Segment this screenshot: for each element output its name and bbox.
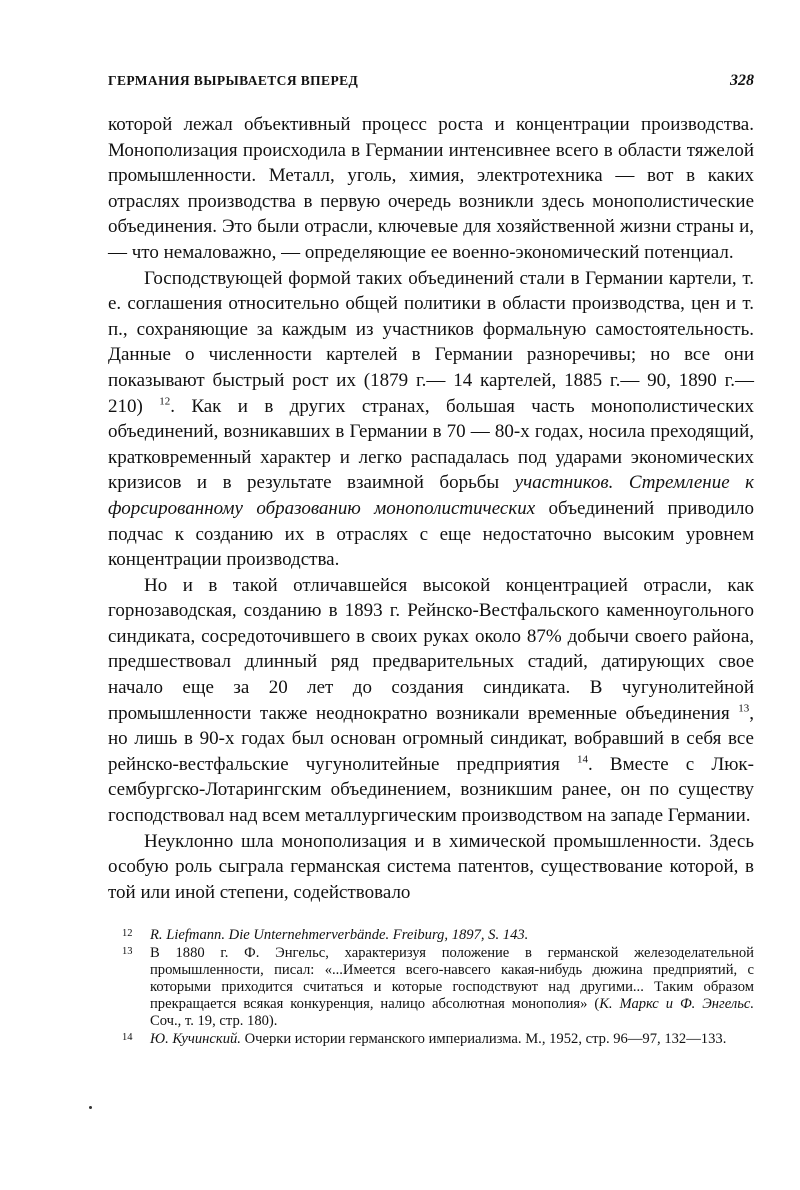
paragraph-2	[108, 266, 754, 573]
page-number: 328	[730, 72, 754, 89]
paragraph-2-end: объединений приводило подчас к созданию их в отраслях с еще недостаточно высоким уровнем концентрации производства.	[108, 497, 754, 571]
footnote-mark: 13	[122, 945, 133, 957]
footnote-mark: 14	[122, 1031, 133, 1043]
footnotes	[108, 927, 754, 1047]
footnote-text: Очерки истории германского империализма. М., 1952, стр. 96—97, 132—133.	[244, 1030, 727, 1047]
footnote-ref-14[interactable]: 14	[577, 753, 589, 766]
paragraph-3	[108, 573, 754, 829]
footnote-mark: 12	[122, 928, 133, 940]
footnote-ref-13[interactable]: 13	[738, 702, 750, 715]
paragraph-3-end: . Вместе с Люксембургско-Лотарингским объединением, возникшим ранее, он по существу господствовал над всем металлургическим производством на западе Германии.	[108, 753, 754, 827]
book-page	[108, 72, 754, 1048]
paragraph-2-text: Господствующей формой таких объединений стали в Германии картели, т. е. соглашения относительно общей политики в области производства, цен и т. п., сохраняющие за каждым из участников формальную самостоятельность. Данные о численности картелей в Германии разноречивы; но все они показывают быстрый рост их (1879 г.— 14 картелей, 1885 г.— 90, 1890 г.— 210)	[108, 267, 754, 417]
footnote-author: Ю. Кучинский.	[150, 1030, 241, 1047]
footnote-13	[122, 945, 754, 1031]
footnote-text: Die Unternehmerverbände. Freiburg, 1897, S. 143.	[228, 927, 529, 944]
main-text	[108, 112, 754, 905]
footnote-14	[122, 1031, 754, 1048]
footnote-ref-12[interactable]: 12	[159, 395, 171, 408]
footnote-text: В 1880 г. Ф. Энгельс, характеризуя положение в германской железоделательной промышленности, писал: «...Имеется всего-навсего какая-нибудь дюжина предприятий, с которыми приходится считаться и которые господствуют над другими... Таким образом прекращается всякая конкуренция, налицо абсолютная монополия» (	[150, 944, 754, 1013]
paragraph-3-text: Но и в такой отличавшейся высокой концентрацией отрасли, как горнозаводская, созданию в 1893 г. Рейнско-Вестфальского каменноугольного синдиката, сосредоточившего в своих руках около 87% добычи своего района, предшествовал длинный ряд предварительных стадий, датирующих свое начало еще за 20 лет до создания синдиката. В чугунолитейной промышленности также неоднократно возникали временные объединения	[108, 574, 754, 724]
footnote-authors: К. Маркс и Ф. Энгельс.	[599, 996, 754, 1013]
running-title: ГЕРМАНИЯ ВЫРЫВАЕТСЯ ВПЕРЕД	[108, 73, 359, 88]
running-header	[108, 72, 754, 98]
footnote-author: R. Liefmann.	[150, 927, 225, 944]
paragraph-2-italic: участников. Стремление к форсированному образованию монополистических	[108, 472, 754, 519]
footnote-12	[122, 927, 754, 944]
paragraph-4: Неуклонно шла монополизация и в химической промышленности. Здесь особую роль сыграла германская система патентов, существование которой, в той или иной степени, содействовало	[108, 830, 754, 903]
paragraph-1: которой лежал объективный процесс роста и концентрации производства. Монополизация происходила в Германии интенсивнее всего в области тяжелой промышленности. Металл, уголь, химия, электротехника — вот в каких отраслях производства в первую очередь возникли здесь монополистические объединения. Это были отрасли, ключевые для хозяйственной жизни страны и, — что немаловажно, — определяющие ее военно-экономический потенциал.	[108, 114, 754, 263]
footnote-source: Соч., т. 19, стр. 180).	[150, 1013, 278, 1030]
paragraph-3-middle: , но лишь в 90-х годах был основан огромный синдикат, вобравший в себя все рейнско-вестфальские чугунолитейные предприятия	[108, 702, 754, 775]
print-speck	[89, 1106, 92, 1109]
paragraph-2-continued: . Как и в других странах, большая часть монополистических объединений, возникавших в Германии в 70 — 80-х годах, носила преходящий, кратковременный характер и легко распадалась под ударами экономических кризисов и в результате взаимной борьбы	[108, 395, 754, 494]
